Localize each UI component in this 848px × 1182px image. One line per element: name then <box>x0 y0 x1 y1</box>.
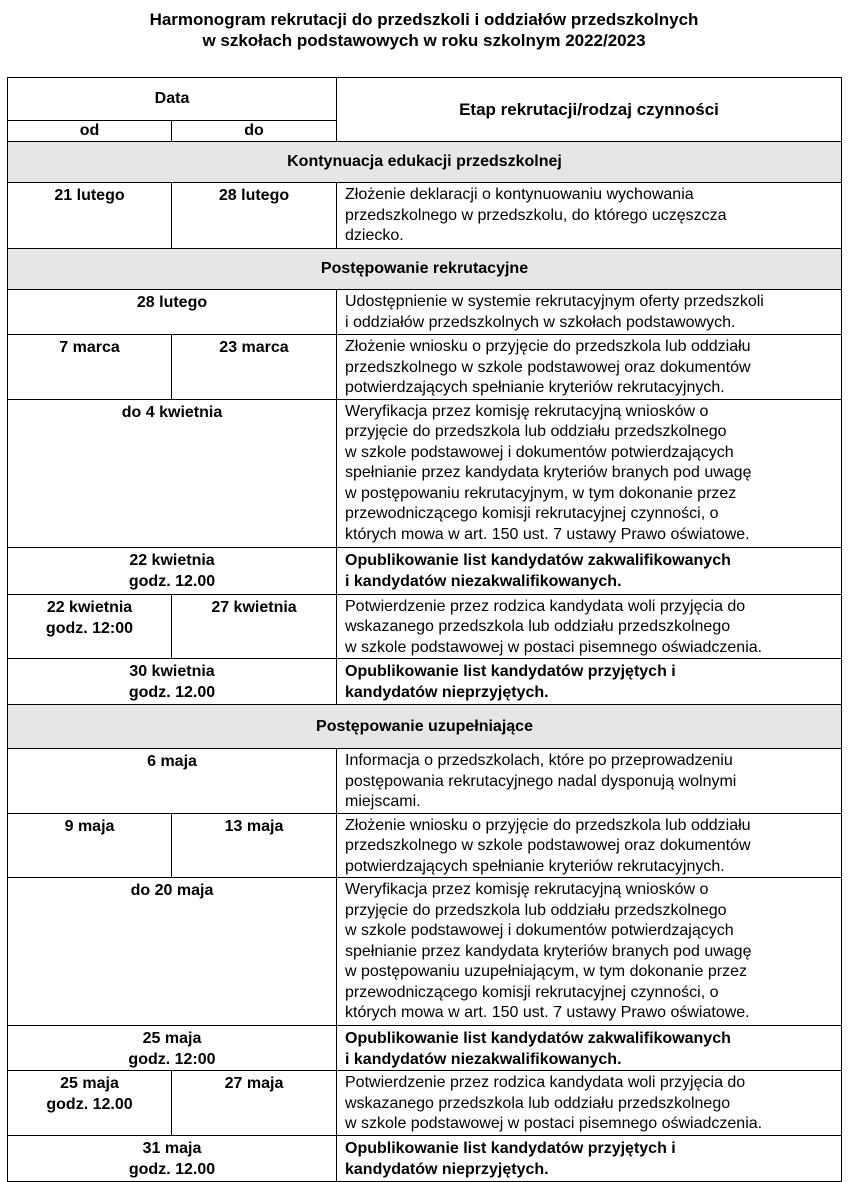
text-line: przedszkolnego w szkole podstawowej oraz dokumentów <box>345 358 751 376</box>
document-title <box>0 9 848 51</box>
text-line: Złożenie wniosku o przyjęcie do przedszkola lub oddziału <box>345 816 751 834</box>
text-line: Opublikowanie list kandydatów przyjętych i <box>345 663 676 680</box>
stage-description-cell <box>337 1026 842 1071</box>
text-line: godz. 12.00 <box>128 572 216 590</box>
text-line: 28 lutego <box>136 294 208 311</box>
schedule-row <box>8 594 842 659</box>
date-to-cell <box>172 813 337 878</box>
text-line: dziecko. <box>345 227 404 244</box>
text-line: w szkole podstawowej i dokumentów potwierdzających <box>345 443 734 461</box>
schedule-row <box>8 878 842 1026</box>
date-cell <box>8 749 337 814</box>
schedule-row <box>8 1026 842 1071</box>
text-line: Weryfikacja przez komisję rekrutacyjną wniosków o <box>345 881 709 898</box>
text-line: przewodniczącego komisji rekrutacyjnej czynności, o <box>345 983 719 1001</box>
stage-description-cell <box>337 813 842 878</box>
date-to-cell <box>172 1071 337 1136</box>
text-line: spełnianie przez kandydata kryteriów branych pod uwagę <box>345 942 752 960</box>
title-line-2: w szkołach podstawowych w roku szkolnym 2022/2023 <box>202 31 646 50</box>
text-line: i oddziałów przedszkolnych w szkołach podstawowych. <box>345 313 736 331</box>
text-line: w szkole podstawowej w postaci pisemnego oświadczenia. <box>345 638 763 656</box>
text-line: 21 lutego <box>54 187 125 204</box>
text-line: Opublikowanie list kandydatów zakwalifikowanych <box>345 1030 731 1047</box>
text-line: Złożenie deklaracji o kontynuowaniu wychowania <box>345 186 694 203</box>
header-stage-cell: Etap rekrutacji/rodzaj czynności <box>337 78 842 142</box>
date-cell <box>8 878 337 1026</box>
header-row-top <box>8 78 842 121</box>
schedule-row <box>8 290 842 335</box>
text-line: Opublikowanie list kandydatów przyjętych i <box>345 1139 676 1157</box>
text-line: Złożenie wniosku o przyjęcie do przedszkola lub oddziału <box>345 338 751 355</box>
date-from-cell <box>8 813 172 878</box>
text-line: przyjęcie do przedszkola lub oddziału przedszkolnego <box>345 423 727 440</box>
text-line: 6 maja <box>147 753 197 770</box>
date-to-cell <box>172 594 337 659</box>
date-from-cell <box>8 183 172 249</box>
date-cell <box>8 1135 337 1181</box>
text-line: godz. 12:00 <box>128 1051 216 1068</box>
section-row <box>8 705 842 749</box>
text-line: postępowania rekrutacyjnego nadal dysponują wolnymi <box>345 772 737 790</box>
text-line: i kandydatów niezakwalifikowanych. <box>345 1051 622 1068</box>
text-line: 28 lutego <box>218 187 290 204</box>
text-line: w szkole podstawowej i dokumentów potwierdzających <box>345 922 734 939</box>
schedule-row <box>8 659 842 705</box>
text-line: 22 kwietnia <box>129 551 215 569</box>
text-line: 13 maja <box>224 817 284 835</box>
text-line: przedszkolnego w przedszkolu, do którego uczęszcza <box>345 206 727 224</box>
text-line: kandydatów nieprzyjętych. <box>345 684 549 701</box>
stage-description-cell <box>337 878 842 1026</box>
text-line: 25 maja <box>142 1030 202 1047</box>
stage-description-cell <box>337 594 842 659</box>
text-line: 9 maja <box>64 817 115 835</box>
text-line: 27 maja <box>224 1075 284 1092</box>
text-line: spełnianie przez kandydata kryteriów branych pod uwagę <box>345 464 752 481</box>
text-line: 7 marca <box>59 339 120 356</box>
header-from-cell: od <box>8 121 172 142</box>
text-line: kandydatów nieprzyjętych. <box>345 1160 549 1178</box>
text-line: w postępowaniu uzupełniającym, w tym dokonanie przez <box>345 963 747 980</box>
text-line: godz. 12.00 <box>46 1096 133 1113</box>
stage-description-cell <box>337 290 842 335</box>
stage-description-cell <box>337 335 842 400</box>
text-line: do 4 kwietnia <box>121 403 223 421</box>
text-line: w szkole podstawowej w postaci pisemnego oświadczenia. <box>345 1115 763 1132</box>
text-line: Informacja o przedszkolach, które po przeprowadzeniu <box>345 752 733 769</box>
text-line: godz. 12.00 <box>128 1160 216 1178</box>
text-line: godz. 12.00 <box>128 684 216 701</box>
schedule-row <box>8 335 842 400</box>
section-row <box>8 249 842 290</box>
schedule-body <box>8 78 842 1182</box>
date-from-cell <box>8 1071 172 1136</box>
text-line: przyjęcie do przedszkola lub oddziału przedszkolnego <box>345 901 727 919</box>
text-line: miejscami. <box>345 793 421 810</box>
text-line: przewodniczącego komisji rekrutacyjnej czynności, o <box>345 505 719 522</box>
date-cell <box>8 547 337 594</box>
date-cell <box>8 399 337 547</box>
stage-description-cell <box>337 749 842 814</box>
text-line: 23 marca <box>219 339 289 356</box>
date-cell <box>8 659 337 705</box>
text-line: 25 maja <box>60 1075 119 1092</box>
text-line: Weryfikacja przez komisję rekrutacyjną wniosków o <box>345 402 709 420</box>
title-line-1: Harmonogram rekrutacji do przedszkoli i oddziałów przedszkolnych <box>149 10 699 29</box>
text-line: godz. 12:00 <box>45 619 134 637</box>
schedule-row <box>8 749 842 814</box>
date-to-cell <box>172 183 337 249</box>
stage-description-cell <box>337 399 842 547</box>
text-line: w postępowaniu rekrutacyjnym, w tym dokonanie przez <box>345 484 737 502</box>
date-from-cell <box>8 594 172 659</box>
text-line: 31 maja <box>142 1139 202 1157</box>
date-to-cell <box>172 335 337 400</box>
text-line: przedszkolnego w szkole podstawowej oraz dokumentów <box>345 837 751 854</box>
text-line: Opublikowanie list kandydatów zakwalifikowanych <box>345 551 731 569</box>
stage-description-cell <box>337 183 842 249</box>
stage-description-cell <box>337 547 842 594</box>
text-line: do 20 maja <box>130 882 214 899</box>
text-line: potwierdzających spełnianie kryteriów rekrutacyjnych. <box>345 379 725 396</box>
section-title: Kontynuacja edukacji przedszkolnej <box>8 142 842 183</box>
schedule-row <box>8 1135 842 1181</box>
text-line: 22 kwietnia <box>46 598 133 616</box>
header-to-cell: do <box>172 121 337 142</box>
text-line: których mowa w art. 150 ust. 7 ustawy Prawo oświatowe. <box>345 525 750 543</box>
text-line: i kandydatów niezakwalifikowanych. <box>345 572 622 590</box>
date-cell <box>8 290 337 335</box>
stage-description-cell <box>337 1071 842 1136</box>
text-line: potwierdzających spełnianie kryteriów rekrutacyjnych. <box>345 857 725 875</box>
section-title: Postępowanie rekrutacyjne <box>8 249 842 290</box>
text-line: których mowa w art. 150 ust. 7 ustawy Prawo oświatowe. <box>345 1004 750 1021</box>
date-from-cell <box>8 335 172 400</box>
header-data-cell: Data <box>8 78 337 121</box>
text-line: Potwierdzenie przez rodzica kandydata woli przyjęcia do <box>345 1074 746 1091</box>
stage-description-cell <box>337 659 842 705</box>
text-line: 30 kwietnia <box>129 663 215 680</box>
date-cell <box>8 1026 337 1071</box>
schedule-table <box>7 77 842 1182</box>
text-line: Udostępnienie w systemie rekrutacyjnym oferty przedszkoli <box>345 293 764 310</box>
schedule-row <box>8 183 842 249</box>
stage-description-cell <box>337 1135 842 1181</box>
text-line: Potwierdzenie przez rodzica kandydata woli przyjęcia do <box>345 597 746 615</box>
text-line: wskazanego przedszkola lub oddziału przedszkolnego <box>345 618 731 635</box>
schedule-row <box>8 547 842 594</box>
section-row <box>8 142 842 183</box>
text-line: 27 kwietnia <box>211 598 297 616</box>
section-title: Postępowanie uzupełniające <box>8 705 842 749</box>
schedule-row <box>8 1071 842 1136</box>
text-line: wskazanego przedszkola lub oddziału przedszkolnego <box>345 1094 731 1112</box>
schedule-row <box>8 813 842 878</box>
schedule-row <box>8 399 842 547</box>
